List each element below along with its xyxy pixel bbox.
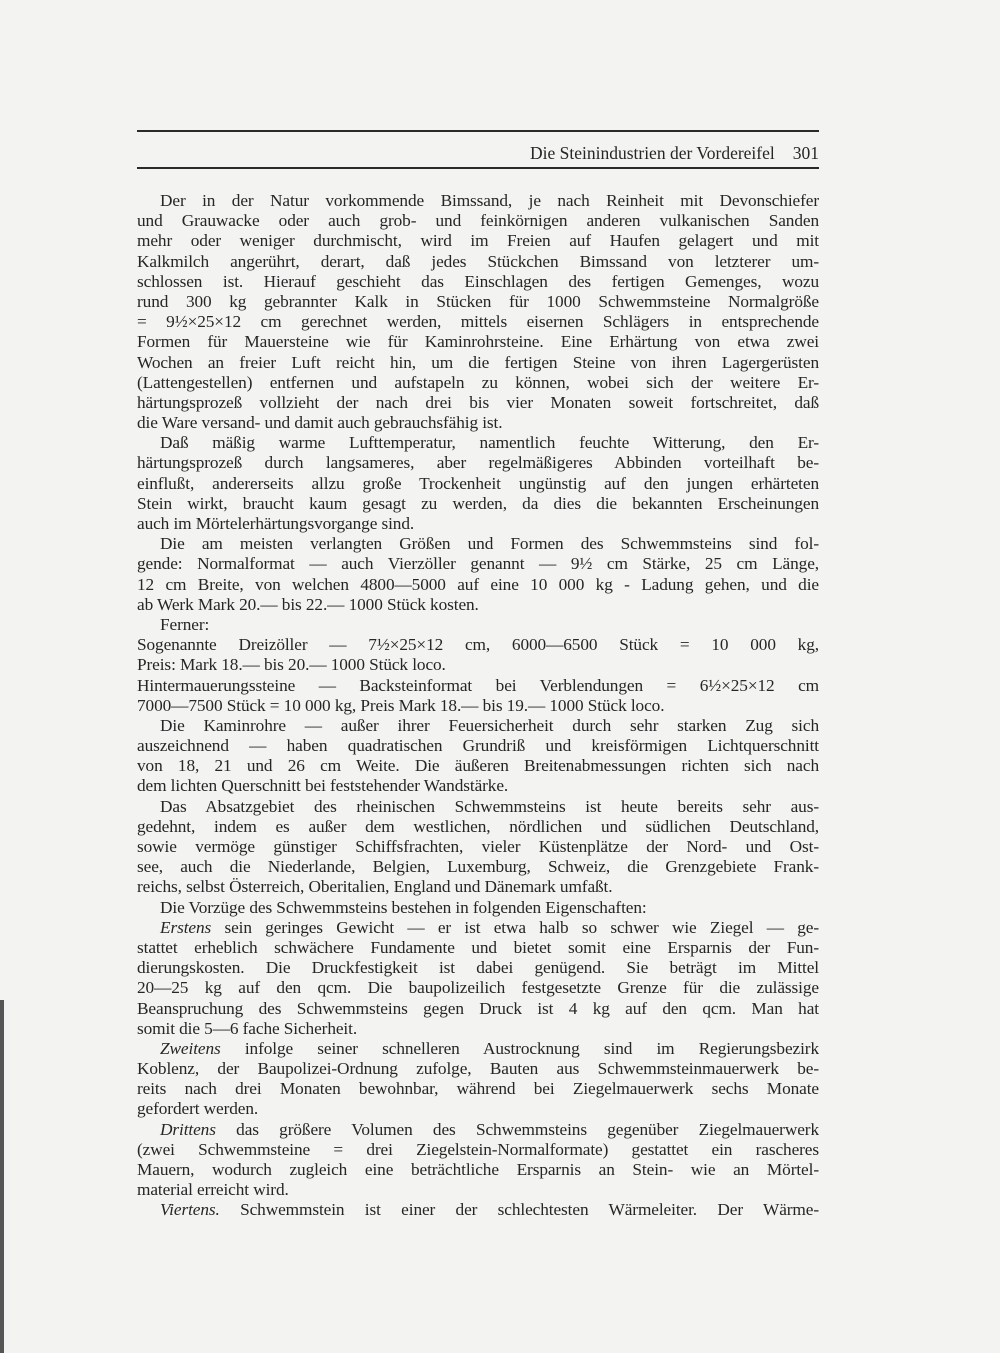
text-line xyxy=(137,272,819,292)
line-text: auch im Mörtelerhärtungsvorgange sind. xyxy=(137,514,415,533)
line-text: Schwemmstein ist einer der schlechtesten Wärmeleiter. Der Wärme- xyxy=(219,1200,819,1220)
line-text: gende: Normalformat — auch Vierzöller genannt — 9½ cm Stärke, 25 cm Länge, xyxy=(137,554,819,574)
italic-lead-word: Drittens xyxy=(160,1119,216,1139)
line-text: Mauern, wodurch zugleich eine beträchtliche Ersparnis an Stein- wie an Mörtel- xyxy=(137,1160,819,1179)
text-line xyxy=(137,978,819,998)
line-text: material erreicht wird. xyxy=(137,1180,289,1200)
text-line xyxy=(137,716,819,736)
header-rule-top xyxy=(137,130,819,132)
text-line xyxy=(137,433,819,453)
text-line xyxy=(137,1019,819,1039)
scan-edge-shadow xyxy=(0,1000,4,1353)
text-line xyxy=(137,595,819,615)
line-text: mehr oder weniger durchmischt, wird im Freien auf Haufen gelagert und mit xyxy=(137,231,819,251)
text-line xyxy=(137,1200,819,1220)
italic-lead-word: Erstens xyxy=(160,917,212,937)
line-text: Koblenz, der Baupolizei-Ordnung zufolge, Bauten aus Schwemmsteinmauerwerk be- xyxy=(137,1059,819,1079)
text-line xyxy=(137,938,819,958)
italic-lead-word: Zweitens xyxy=(160,1038,221,1058)
line-text: Stein wirkt, braucht kaum gesagt zu werden, da dies die bekannten Erscheinungen xyxy=(137,493,819,513)
line-text: 12 cm Breite, von welchen 4800—5000 auf eine 10 000 kg - Ladung gehen, und die xyxy=(137,574,819,594)
line-text: härtungsprozeß durch langsameres, aber regelmäßigeres Abbinden vorteilhaft be- xyxy=(137,453,819,473)
line-text: einflußt, andererseits allzu große Trockenheit ungünstig auf den jungen erhärteten xyxy=(137,473,819,493)
line-text: Daß mäßig warme Lufttemperatur, namentlich feuchte Witterung, den Er- xyxy=(160,433,819,453)
text-line xyxy=(137,292,819,312)
text-line xyxy=(137,918,819,938)
header-rule-bottom xyxy=(137,167,819,169)
line-text: sowie vermöge günstiger Schiffsfrachten, vieler Küstenplätze der Nord- und Ost- xyxy=(137,837,819,856)
page-number: 301 xyxy=(792,142,819,163)
text-line xyxy=(137,191,819,211)
text-line xyxy=(137,1140,819,1160)
line-text: ab Werk Mark 20.— bis 22.— 1000 Stück kosten. xyxy=(137,594,479,614)
text-line xyxy=(137,453,819,473)
text-line xyxy=(137,1120,819,1140)
text-line xyxy=(137,231,819,251)
line-text: stattet erheblich schwächere Fundamente und bietet somit eine Ersparnis der Fun- xyxy=(137,937,819,957)
running-title: Die Steinindustrien der Vordereifel xyxy=(529,142,775,163)
line-text: Der in der Natur vorkommende Bimssand, je nach Reinheit mit Devonschiefer xyxy=(160,191,819,210)
line-text: dierungskosten. Die Druckfestigkeit ist dabei genügend. Sie beträgt im Mittel xyxy=(137,958,819,978)
text-line xyxy=(137,877,819,897)
text-line xyxy=(137,494,819,514)
line-text: rund 300 kg gebrannter Kalk in Stücken für 1000 Schwemmsteine Normalgröße xyxy=(137,291,819,311)
line-text: Preis: Mark 18.— bis 20.— 1000 Stück loco. xyxy=(137,655,446,675)
text-line xyxy=(137,373,819,393)
line-text: Sogenannte Dreizöller — 7½×25×12 cm, 6000—6500 Stück = 10 000 kg, xyxy=(137,635,819,655)
text-line xyxy=(137,817,819,837)
line-text: (Lattengestellen) entfernen und aufstapeln zu können, wobei sich der weitere Er- xyxy=(137,372,819,392)
text-line xyxy=(137,312,819,332)
text-line xyxy=(137,837,819,857)
text-line xyxy=(137,1079,819,1099)
line-text: Das Absatzgebiet des rheinischen Schwemmsteins ist heute bereits sehr aus- xyxy=(160,796,819,816)
text-line xyxy=(137,1099,819,1119)
text-line xyxy=(137,857,819,877)
line-text: auszeichnend — haben quadratischen Grundriß und kreisförmigen Lichtquerschnitt xyxy=(137,736,819,756)
line-text: infolge seiner schnelleren Austrocknung sind im Regierungsbezirk xyxy=(220,1038,819,1058)
text-line xyxy=(137,898,819,918)
text-line xyxy=(137,776,819,796)
line-text: 20—25 kg auf den qcm. Die baupolizeilich festgesetzte Grenze für die zulässige xyxy=(137,978,819,998)
line-text: Beanspruchung des Schwemmsteins gegen Druck ist 4 kg auf den qcm. Man hat xyxy=(137,998,819,1018)
line-text: reichs, selbst Österreich, Oberitalien, England und Dänemark umfaßt. xyxy=(137,877,613,897)
text-line xyxy=(137,1039,819,1059)
text-line xyxy=(137,252,819,272)
text-line xyxy=(137,1180,819,1200)
text-line xyxy=(137,332,819,352)
text-line xyxy=(137,534,819,554)
text-line xyxy=(137,999,819,1019)
line-text: gefordert werden. xyxy=(137,1099,259,1119)
line-text: = 9½×25×12 cm gerechnet werden, mittels eisernen Schlägers in entsprechende xyxy=(137,312,819,332)
line-text: schlossen ist. Hierauf geschieht das Einschlagen des fertigen Gemenges, wozu xyxy=(137,271,819,291)
italic-lead-word: Viertens. xyxy=(160,1200,220,1220)
line-text: gedehnt, indem es außer dem westlichen, nördlichen und südlichen Deutschland, xyxy=(137,816,819,836)
text-line xyxy=(137,514,819,534)
text-line xyxy=(137,211,819,231)
text-line xyxy=(137,676,819,696)
line-text: see, auch die Niederlande, Belgien, Luxemburg, Schweiz, die Grenzgebiete Frank- xyxy=(137,857,819,877)
line-text: sein geringes Gewicht — er ist etwa halb so schwer wie Ziegel — ge- xyxy=(211,917,819,937)
text-line xyxy=(137,696,819,716)
text-line xyxy=(137,474,819,494)
text-line xyxy=(137,554,819,574)
text-line xyxy=(137,353,819,373)
text-line xyxy=(137,1160,819,1180)
line-text: somit die 5—6 fache Sicherheit. xyxy=(137,1018,358,1038)
text-line xyxy=(137,393,819,413)
line-text: (zwei Schwemmsteine = drei Ziegelstein-Normalformate) gestattet ein rascheres xyxy=(137,1139,819,1159)
text-line xyxy=(137,655,819,675)
line-text: von 18, 21 und 26 cm Weite. Die äußeren Breitenabmessungen richten sich nach xyxy=(137,756,819,776)
text-line xyxy=(137,736,819,756)
line-text: und Grauwacke oder auch grob- und feinkörnigen anderen vulkanischen Sanden xyxy=(137,211,819,231)
line-text: Hintermauerungssteine — Backsteinformat bei Verblendungen = 6½×25×12 cm xyxy=(137,675,819,695)
line-text: das größere Volumen des Schwemmsteins gegenüber Ziegelmauerwerk xyxy=(215,1119,819,1139)
text-line xyxy=(137,635,819,655)
line-text: Die Vorzüge des Schwemmsteins bestehen in folgenden Eigenschaften: xyxy=(160,897,647,917)
line-text: dem lichten Querschnitt bei feststehender Wandstärke. xyxy=(137,776,509,796)
text-line xyxy=(137,1059,819,1079)
line-text: Die am meisten verlangten Größen und Formen des Schwemmsteins sind fol- xyxy=(160,534,819,554)
running-header xyxy=(137,141,819,165)
line-text: härtungsprozeß vollzieht der nach drei bis vier Monaten soweit fortschreitet, daß xyxy=(137,392,819,412)
line-text: Kalkmilch angerührt, derart, daß jedes Stückchen Bimssand von letzterer um- xyxy=(137,251,819,271)
line-text: Formen für Mauersteine wie für Kaminrohrsteine. Eine Erhärtung von etwa zwei xyxy=(137,332,819,352)
text-line xyxy=(137,413,819,433)
text-line xyxy=(137,797,819,817)
line-text: Ferner: xyxy=(160,614,210,634)
text-line xyxy=(137,756,819,776)
body-text xyxy=(137,191,819,1221)
line-text: 7000—7500 Stück = 10 000 kg, Preis Mark 18.— bis 19.— 1000 Stück loco. xyxy=(137,695,665,715)
line-text: reits nach drei Monaten bewohnbar, während bei Ziegelmauerwerk sechs Monate xyxy=(137,1079,819,1099)
line-text: Die Kaminrohre — außer ihrer Feuersicherheit durch sehr starken Zug sich xyxy=(160,715,819,735)
text-line xyxy=(137,958,819,978)
line-text: die Ware versand- und damit auch gebrauchsfähig ist. xyxy=(137,413,503,433)
text-line xyxy=(137,575,819,595)
text-line xyxy=(137,615,819,635)
line-text: Wochen an freier Luft reicht hin, um die fertigen Steine von ihren Lagergerüsten xyxy=(137,352,819,372)
